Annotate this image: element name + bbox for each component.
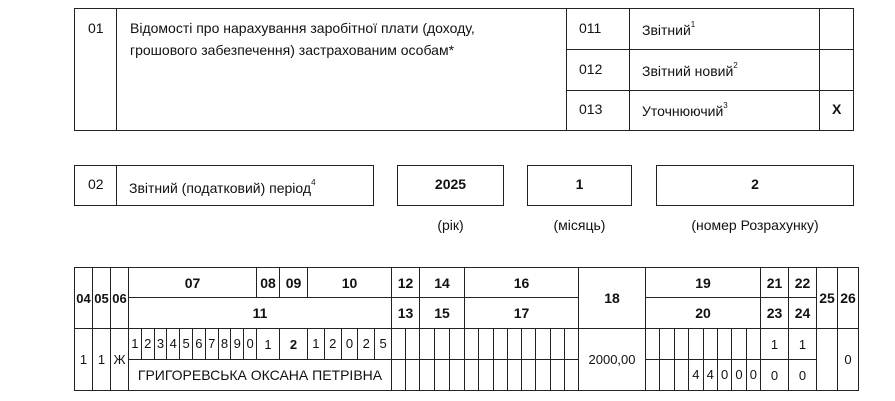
option-code-012: 012	[579, 61, 603, 77]
header-09: 09	[280, 268, 308, 298]
empty-grid	[420, 360, 464, 390]
id-digit: 7	[205, 329, 218, 359]
cell-18[interactable]: 2000,00	[579, 329, 646, 391]
amount-digit: 4	[688, 360, 702, 390]
section-01-code: 01	[88, 20, 104, 36]
empty-grid	[392, 360, 419, 390]
header-22: 22	[789, 268, 817, 298]
id-digit-grid	[129, 329, 256, 359]
divider	[116, 165, 117, 206]
table-row	[74, 328, 859, 391]
id-digit: 8	[218, 329, 231, 359]
header-15: 15	[420, 298, 465, 329]
amount-digit: 0	[746, 360, 760, 390]
footnote-mark: 3	[723, 101, 728, 111]
option-mark-013[interactable]: X	[832, 101, 842, 117]
header-16: 16	[465, 268, 579, 298]
header-26: 26	[838, 268, 859, 329]
header-19: 19	[646, 268, 761, 298]
month-value: 1	[575, 176, 584, 192]
header-23: 23	[761, 298, 789, 329]
id-digit: 3	[154, 329, 167, 359]
section-01-title-line2: грошового забезпечення) застрахованим особам*	[130, 42, 455, 58]
cell-10[interactable]	[308, 329, 392, 360]
divider	[566, 49, 854, 50]
option-label-text: Звітний новий	[642, 63, 734, 79]
empty-grid	[465, 360, 578, 390]
cell-12[interactable]	[392, 329, 420, 360]
header-05: 05	[93, 268, 111, 329]
id-digit: 2	[141, 329, 154, 359]
option-label-text: Звітний	[642, 22, 691, 38]
cell-14[interactable]	[420, 329, 465, 360]
empty-grid	[646, 329, 760, 359]
cell-09[interactable]: 2	[280, 329, 308, 360]
cell-25[interactable]	[817, 329, 838, 391]
option-code-011: 011	[579, 20, 602, 36]
cell-22[interactable]: 1	[789, 329, 817, 360]
cell-26[interactable]: 0	[838, 329, 859, 391]
amount-digit: 4	[703, 360, 717, 390]
date-digit: 0	[341, 329, 358, 359]
cell-21[interactable]: 1	[761, 329, 789, 360]
header-08: 08	[257, 268, 280, 298]
section-02-code: 02	[88, 176, 104, 192]
date-digit: 1	[312, 336, 320, 351]
date-digit: 2	[324, 329, 341, 359]
header-13: 13	[392, 298, 420, 329]
cell-07[interactable]	[129, 329, 257, 360]
cell-23[interactable]: 0	[761, 360, 789, 391]
footnote-mark: 4	[311, 178, 316, 188]
header-12: 12	[392, 268, 420, 298]
cell-11[interactable]: ГРИГОРЕВСЬКА ОКСАНА ПЕТРІВНА	[129, 360, 392, 391]
header-06: 06	[111, 268, 129, 329]
divider	[566, 8, 567, 131]
cell-06[interactable]: Ж	[111, 329, 129, 391]
cell-13[interactable]	[392, 360, 420, 391]
empty-grid	[392, 329, 419, 359]
amount-digit: 0	[731, 360, 745, 390]
id-digit: 0	[243, 329, 256, 359]
empty-grid	[420, 329, 464, 359]
header-20: 20	[646, 298, 761, 329]
year-value: 2025	[434, 176, 467, 192]
cell-17[interactable]	[465, 360, 579, 391]
cell-16[interactable]	[465, 329, 579, 360]
cell-20[interactable]	[646, 360, 761, 391]
cell-05[interactable]: 1	[93, 329, 111, 391]
cell-04[interactable]: 1	[75, 329, 93, 391]
option-label-011	[642, 22, 695, 38]
footnote-mark: 1	[690, 20, 696, 30]
cell-24[interactable]: 0	[789, 360, 817, 391]
cell-19[interactable]	[646, 329, 761, 360]
date-digit: 2	[357, 329, 374, 359]
header-11: 11	[129, 298, 392, 329]
divider	[116, 8, 117, 131]
header-07: 07	[129, 268, 257, 298]
cell-08[interactable]: 1	[257, 329, 280, 360]
id-digit: 1	[131, 336, 139, 351]
header-25: 25	[817, 268, 838, 329]
divider	[819, 8, 820, 131]
month-caption: (місяць)	[553, 217, 606, 233]
header-17: 17	[465, 298, 579, 329]
option-label-012	[642, 63, 738, 79]
header-18: 18	[579, 268, 646, 329]
header-24: 24	[789, 298, 817, 329]
section-01-title-line1: Відомості про нарахування заробітної плати (доходу,	[130, 20, 475, 36]
amount-digit-grid	[646, 360, 760, 390]
id-digit: 6	[192, 329, 205, 359]
header-10: 10	[308, 268, 392, 298]
empty-grid	[465, 329, 578, 359]
table-header	[74, 267, 859, 329]
calc-number-caption: (номер Розрахунку)	[691, 217, 819, 233]
option-label-013	[642, 103, 728, 119]
header-14: 14	[420, 268, 465, 298]
reporting-period-label	[129, 180, 316, 196]
header-21: 21	[761, 268, 789, 298]
year-caption: (рік)	[437, 217, 464, 233]
id-digit: 4	[166, 329, 179, 359]
reporting-period-text: Звітний (податковий) період	[129, 180, 312, 196]
header-04: 04	[75, 268, 93, 329]
option-code-013: 013	[579, 101, 603, 117]
date-digit-grid	[308, 329, 391, 359]
calc-number-value: 2	[751, 176, 759, 192]
date-digit: 5	[374, 329, 391, 359]
cell-15[interactable]	[420, 360, 465, 391]
option-label-text: Уточнюючий	[642, 103, 724, 119]
amount-digit: 0	[717, 360, 731, 390]
divider	[629, 8, 630, 131]
id-digit: 5	[179, 329, 192, 359]
footnote-mark: 2	[733, 61, 738, 71]
divider	[566, 90, 854, 91]
id-digit: 9	[230, 329, 243, 359]
